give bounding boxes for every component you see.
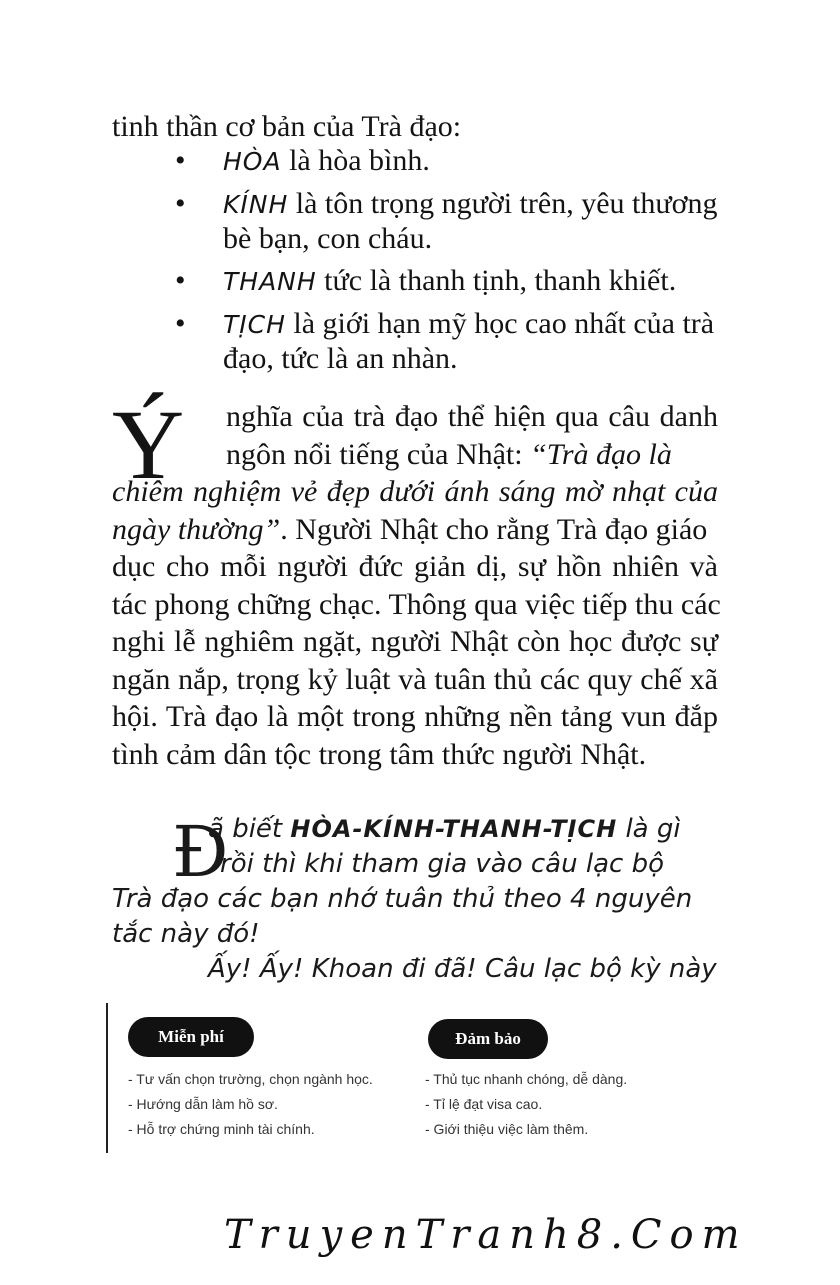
- drop-cap: Đ: [172, 811, 229, 893]
- bullet-icon: •: [175, 264, 186, 297]
- paragraph-line: nghi lễ nghiêm ngặt, người Nhật còn học được sự: [112, 625, 718, 658]
- drop-cap: Ý: [112, 389, 185, 500]
- principle-keyword: THANH: [223, 267, 317, 296]
- principle-text-continued: bè bạn, con cháu.: [223, 222, 433, 255]
- guarantee-badge: Đảm bảo: [428, 1019, 548, 1059]
- paragraph-line: ngày thường”. Người Nhật cho rằng Trà đạo giáo: [112, 512, 708, 546]
- paragraph-line: nghĩa của trà đạo thể hiện qua câu danh: [226, 400, 718, 433]
- list-item: - Hướng dẫn làm hồ sơ.: [128, 1096, 278, 1112]
- list-item: [175, 187, 735, 256]
- paragraph-line: chiêm nghiệm vẻ đẹp dưới ánh sáng mờ nhạt của: [112, 475, 718, 508]
- principle-text-continued: đạo, tức là an nhàn.: [223, 342, 458, 375]
- bullet-icon: •: [175, 187, 186, 220]
- principle-text: là hòa bình.: [281, 144, 430, 177]
- principle-text: là tôn trọng người trên, yêu thương: [288, 187, 718, 220]
- list-item: [175, 144, 735, 179]
- list-item: - Tỉ lệ đạt visa cao.: [425, 1096, 543, 1112]
- principle-text: là giới hạn mỹ học cao nhất của trà: [285, 307, 715, 340]
- comic-line: tắc này đó!: [112, 919, 260, 949]
- comic-line: rồi thì khi tham gia vào câu lạc bộ: [220, 849, 664, 879]
- paragraph-line: dục cho mỗi người đức giản dị, sự hồn nhiên và: [112, 550, 718, 583]
- list-item: - Thủ tục nhanh chóng, dễ dàng.: [425, 1071, 628, 1087]
- list-item: - Tư vấn chọn trường, chọn ngành học.: [128, 1071, 373, 1087]
- comic-line: ã biết HÒA-KÍNH-THANH-TỊCH là gì: [208, 814, 681, 844]
- intro-line: tinh thần cơ bản của Trà đạo:: [112, 110, 462, 143]
- advert-box: [106, 1003, 666, 1153]
- paragraph-line: ngôn nổi tiếng của Nhật: “Trà đạo là: [226, 437, 672, 471]
- list-item: - Hỗ trợ chứng minh tài chính.: [128, 1121, 315, 1137]
- bullet-icon: •: [175, 307, 186, 340]
- principles-list: [175, 144, 735, 384]
- paragraph-line: tác phong chững chạc. Thông qua việc tiếp thu các: [112, 587, 721, 621]
- free-badge: Miễn phí: [128, 1017, 254, 1057]
- paragraph-line: ngăn nắp, trọng kỷ luật và tuân thủ các quy chế xã: [112, 662, 718, 696]
- list-item: - Giới thiệu việc làm thêm.: [425, 1121, 589, 1137]
- paragraph-line: hội. Trà đạo là một trong những nền tảng vun đắp: [112, 700, 718, 733]
- bullet-icon: •: [175, 144, 186, 177]
- comic-line: Trà đạo các bạn nhớ tuân thủ theo 4 nguyên: [112, 884, 693, 914]
- principle-keyword: HÒA: [223, 147, 282, 176]
- principle-keyword: TỊCH: [223, 310, 286, 339]
- principle-text: tức là thanh tịnh, thanh khiết.: [316, 264, 677, 297]
- list-item: [175, 307, 735, 376]
- free-services-list: [128, 1067, 373, 1142]
- site-watermark: TruyenTranh8.Com: [224, 1212, 748, 1258]
- list-item: [175, 264, 735, 299]
- comic-text-block: [112, 812, 722, 987]
- comic-line: Ấy! Ấy! Khoan đi đã! Câu lạc bộ kỳ này: [208, 954, 717, 984]
- principle-keyword: KÍNH: [223, 190, 289, 219]
- meaning-paragraph: [112, 389, 721, 773]
- guarantee-list: [425, 1067, 627, 1142]
- paragraph-line: tình cảm dân tộc trong tâm thức người Nhật.: [112, 737, 647, 771]
